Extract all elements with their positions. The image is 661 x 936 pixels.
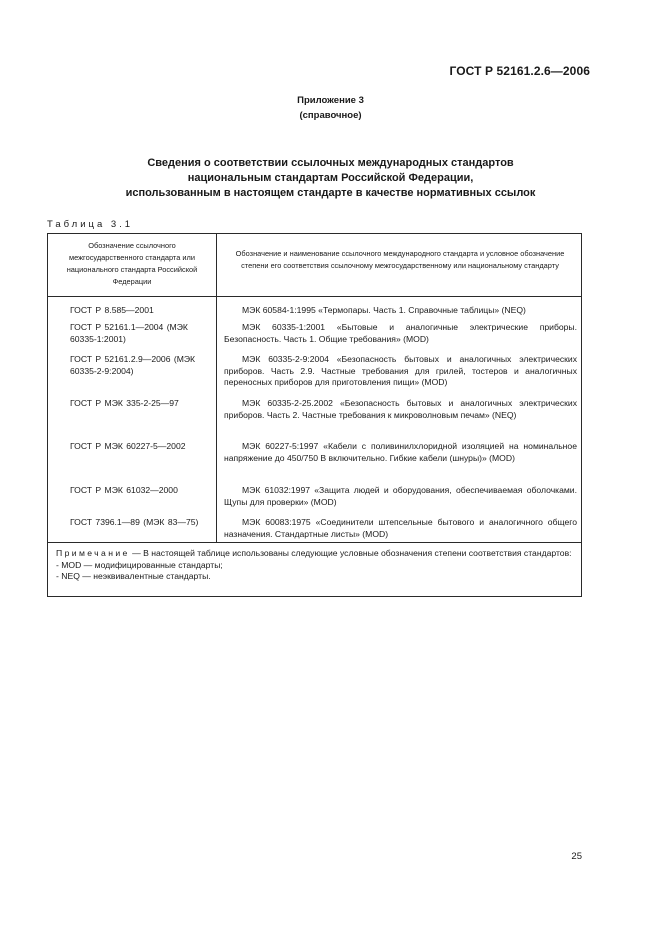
row-standard-description: МЭК 60083:1975 «Соединители штепсельные бытового и аналогичного общего назначения. Стандартные листы» (MOD) bbox=[224, 517, 577, 539]
appendix-type: (справочное) bbox=[299, 110, 362, 121]
row-standard-code: ГОСТ Р МЭК 335-2-25—97 bbox=[70, 398, 179, 408]
row-standard-code: ГОСТ Р МЭК 60227-5—2002 bbox=[70, 441, 186, 451]
column-divider bbox=[216, 234, 217, 542]
row-standard-code: ГОСТ Р 52161.2.9—2006 (МЭК 60335-2-9:2004) bbox=[70, 354, 196, 376]
note-text bbox=[56, 548, 576, 560]
row-standard-code: ГОСТ Р МЭК 61032—2000 bbox=[70, 485, 178, 495]
title-line-3: использованным в настоящем стандарте в качестве нормативных ссылок bbox=[125, 187, 536, 199]
table-caption: Таблица 3.1 bbox=[47, 219, 134, 230]
table-note bbox=[56, 548, 576, 583]
title-line-2: национальным стандартам Российской Федерации, bbox=[187, 172, 474, 184]
page-number: 25 bbox=[571, 851, 582, 862]
title-line-1: Сведения о соответствии ссылочных международных стандартов bbox=[147, 157, 514, 169]
column-header-national-standard: Обозначение ссылочного межгосударственного стандарта или национального стандарта Российской Федерации bbox=[66, 241, 198, 286]
note-item-mod: - MOD — модифицированные стандарты; bbox=[56, 559, 223, 570]
page-title bbox=[0, 156, 661, 201]
row-standard-description: МЭК 60335-2-25.2002 «Безопасность бытовых и аналогичных электрических приборов. Часть 2. Частные требования к микроволновым печам» (NEQ) bbox=[224, 398, 577, 420]
row-standard-code: ГОСТ Р 8.585—2001 bbox=[70, 305, 154, 315]
row-standard-description: МЭК 60335-2-9:2004 «Безопасность бытовых и аналогичных электрических приборов. Часть 2.9. Частные требования для грилей, тостеров и аналогичных переносных приборов для приготовления пищи» (MOD) bbox=[224, 354, 577, 387]
column-header-international-standard: Обозначение и наименование ссылочного международного стандарта и условное обозначение степени его соответствия ссылочному межгосударственному или национальному стандарту bbox=[235, 249, 565, 270]
row-standard-description: МЭК 61032:1997 «Защита людей и оборудования, обеспечиваемая оболочками. Щупы для проверки» (MOD) bbox=[224, 485, 577, 507]
appendix-heading bbox=[0, 93, 661, 123]
note-label: Примечание bbox=[56, 548, 130, 558]
row-standard-code: ГОСТ 7396.1—89 (МЭК 83—75) bbox=[70, 517, 199, 527]
row-standard-description: МЭК 60227-5:1997 «Кабели с поливинилхлоридной изоляцией на номинальное напряжение до 450/750 В включительно. Гибкие кабели (шнуры)» (MOD) bbox=[224, 441, 577, 463]
row-standard-code: ГОСТ Р 52161.1—2004 (МЭК 60335-1:2001) bbox=[70, 322, 188, 344]
note-divider bbox=[48, 542, 581, 543]
header-divider bbox=[48, 296, 581, 297]
reference-table bbox=[47, 233, 582, 597]
row-standard-description: МЭК 60584-1:1995 «Термопары. Часть 1. Справочные таблицы» (NEQ) bbox=[242, 305, 526, 315]
document-code: ГОСТ Р 52161.2.6—2006 bbox=[449, 64, 590, 78]
row-standard-description: МЭК 60335-1:2001 «Бытовые и аналогичные электрические приборы. Безопасность. Часть 1. Общие требования» (MOD) bbox=[224, 322, 577, 344]
appendix-number: Приложение 3 bbox=[297, 95, 364, 106]
note-body: — В настоящей таблице использованы следующие условные обозначения степени соответствия стандартов: bbox=[132, 548, 572, 558]
note-item-neq: - NEQ — неэквивалентные стандарты. bbox=[56, 571, 211, 581]
